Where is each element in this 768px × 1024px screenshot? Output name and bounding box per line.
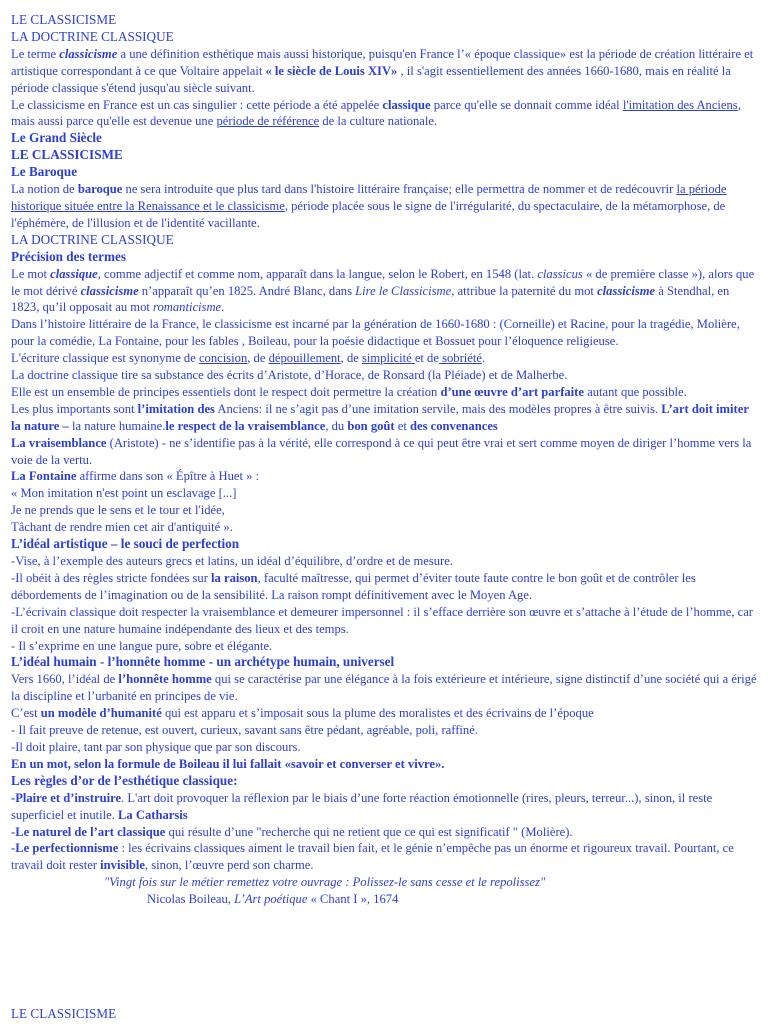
ensemble-paragraph xyxy=(11,384,759,401)
regle-perfectionnisme xyxy=(11,840,759,874)
quote-attribution xyxy=(11,891,759,908)
regle-naturel xyxy=(11,824,759,841)
text: baroque xyxy=(77,182,123,197)
text: . L'art doit provoquer la réflexion par le biais d’une forte réaction émotionnelle (rires, pleurs, terreur...), sinon, il reste superficiel et inutile. xyxy=(11,790,713,822)
ideal-art-line-2 xyxy=(11,570,759,604)
text: classique xyxy=(382,97,431,112)
text: a une définition esthétique mais aussi historique, puisqu'en France l’« époque classique» est la période de création littéraire et artistique correspondant à ce que Voltaire appelait xyxy=(11,46,754,78)
text: L'écriture classique est synonyme de xyxy=(11,351,199,366)
text: classicisme xyxy=(59,46,118,61)
text: Le terme xyxy=(11,46,60,61)
text: -Le perfectionnisme xyxy=(11,841,119,856)
text: invisible xyxy=(100,858,145,873)
text: L’art doit imiter la nature – xyxy=(11,401,749,433)
text: . xyxy=(221,300,225,315)
intro-paragraph-2 xyxy=(11,97,759,131)
ideal-art-line-1: -Vise, à l’exemple des auteurs grecs et latins, un idéal d’équilibre, d’ordre et de mesure. xyxy=(11,554,453,568)
text: Le classicisme en France est un cas singulier : cette période a été appelée xyxy=(11,97,383,112)
fontaine-intro xyxy=(11,468,759,485)
text: affirme dans son « Épître à Huet » : xyxy=(76,469,260,484)
precision-paragraph xyxy=(11,266,759,317)
text: d’une œuvre d’art parfaite xyxy=(440,384,584,399)
text: l’imitation des xyxy=(137,401,215,416)
underlined-text: simplicité xyxy=(361,351,415,366)
text: La Fontaine xyxy=(11,469,77,484)
text: bon goût xyxy=(347,418,395,433)
text: le respect de la vraisemblance xyxy=(165,418,326,433)
heading-regles: Les règles d’or de l’esthétique classique: xyxy=(11,772,238,788)
text: -Plaire et d’instruire xyxy=(11,790,122,805)
text: La Catharsis xyxy=(118,807,188,822)
underlined-text: la période historique située entre la Renaissance et le classicisme xyxy=(11,182,727,213)
text: L’Art poétique xyxy=(234,892,308,907)
text: Lire le Classicisme xyxy=(355,283,452,298)
heading-classicisme-2: LE CLASSICISME xyxy=(11,147,123,163)
heading-ideal-humain: L’idéal humain - l’honnête homme - un archétype humain, universel xyxy=(11,654,395,670)
text: qui résulte d’une "recherche qui ne retient que ce qui est significatif " (Molière). xyxy=(165,824,573,839)
heading-doctrine-2: LA DOCTRINE CLASSIQUE xyxy=(11,231,174,247)
text: , de xyxy=(340,351,362,366)
text: des convenances xyxy=(410,418,498,433)
text: Anciens: il ne s’agit pas d’une imitation servile, mais des modèles propres à être suivis. xyxy=(214,401,662,416)
footer-heading: LE CLASSICISME xyxy=(11,1006,117,1021)
text: : les écrivains classiques aiment le travail bien fait, et le génie n’empêche pas un énorme et rigoureux travail. Pourtant, ce travail doit rester xyxy=(11,841,734,873)
baroque-paragraph xyxy=(11,181,759,232)
text: qui se caractérise par une élégance à la fois extérieure et intérieure, signe distinctif d’une société qui a érigé la discipline et l’urbanité en principes de vie. xyxy=(11,672,757,704)
text: parce qu'elle se donnait comme idéal xyxy=(430,97,623,112)
text: et de xyxy=(414,351,439,366)
text: ne sera introduite que plus tard dans l'histoire littéraire française; elle permettra de nommer et de redécouvrir xyxy=(122,182,677,197)
text: la nature humaine. xyxy=(68,418,166,433)
underlined-text: concision xyxy=(198,351,248,366)
heading-doctrine: LA DOCTRINE CLASSIQUE xyxy=(11,28,174,44)
text: Elle est un ensemble de principes essentiels dont le respect doit permettre la création xyxy=(11,384,441,399)
text: « le siècle de Louis XIV» xyxy=(265,63,398,78)
text: , du xyxy=(325,418,348,433)
text: -Le naturel de l’art classique xyxy=(11,824,166,839)
text: qui est apparu et s’imposait sous la plume des moralistes et des écrivains de l’époque xyxy=(161,706,594,721)
ecriture-paragraph xyxy=(11,350,759,367)
fontaine-verse-2: Je ne prends que le sens et le tour et l'idée, xyxy=(11,503,225,518)
text: de la culture nationale. xyxy=(319,114,438,129)
text: un modèle d’humanité xyxy=(40,706,162,721)
ideal-art-line-4: - Il s’exprime en une langue pure, sobre et élégante. xyxy=(11,638,273,653)
text: Vers 1660, l’idéal de xyxy=(11,672,119,687)
underlined-text: sobriété xyxy=(438,351,482,366)
text: La vraisemblance xyxy=(11,435,107,450)
vraisemblance-paragraph xyxy=(11,435,759,469)
text: et xyxy=(394,418,410,433)
text: Nicolas Boileau, xyxy=(147,892,235,907)
heading-classicisme: LE CLASSICISME xyxy=(11,12,117,27)
text: la raison xyxy=(211,570,258,585)
text: romanticisme xyxy=(153,300,222,315)
text: , période placée sous le signe de l'irrégularité, du spectaculaire, de la métamorphose, de l'éphémère, de l'illusion et de l'identité vacillante. xyxy=(11,198,726,230)
text: , il s'agit essentiellement des années 1660-1680, mais en réalité la période classique s'étend jusqu'au siècle suivant. xyxy=(11,63,731,95)
text: classicus xyxy=(537,266,583,281)
boileau-formula: En un mot, selon la formule de Boileau il lui fallait «savoir et converser et vivre». xyxy=(11,756,445,771)
boileau-quote: "Vingt fois sur le métier remettez votre ouvrage : Polissez-le sans cesse et le repolissez" xyxy=(104,875,546,890)
text: , attribue la paternité du mot xyxy=(451,283,598,298)
text: (Aristote) - ne s’identifie pas à la vérité, elle correspond à ce qui peut être vrai et sert comme moyen de diriger l’homme vers la voie de la vertu. xyxy=(11,435,752,467)
histoire-paragraph: Dans l’histoire littéraire de la France, le classicisme est incarné par la génération de 1660-1680 : (Corneille) et Racine, pour la tragédie, Molière, pour la comédie, La Fontaine, pour les fables , Boileau, pour la poésie didactique et Bossuet pour l’éloquence religieuse. xyxy=(11,317,740,349)
importants-paragraph xyxy=(11,401,759,435)
heading-precision: Précision des termes xyxy=(11,248,126,264)
underlined-text: dépouillement xyxy=(268,351,341,366)
honnete-homme-paragraph xyxy=(11,671,759,705)
text: , sinon, l’œuvre perd son charme. xyxy=(144,858,314,873)
text: l’honnête homme xyxy=(118,672,212,687)
text: C’est xyxy=(11,706,41,721)
text: classicisme xyxy=(597,283,656,298)
ideal-art-line-3: -L’écrivain classique doit respecter la vraisemblance et demeurer impersonnel : il s’efface derrière son œuvre et s’attache à l’étude de l’homme, car il croit en une nature humaine indépendante des lieux et des temps. xyxy=(11,604,753,636)
text: classicisme xyxy=(80,283,139,298)
text: , de xyxy=(247,351,269,366)
text: autant que possible. xyxy=(583,384,687,399)
heading-grand-siecle: Le Grand Siècle xyxy=(11,130,102,146)
retenue-line: - Il fait preuve de retenue, est ouvert, curieux, savant sans être pédant, agréable, poli, raffiné. xyxy=(11,723,478,738)
heading-baroque: Le Baroque xyxy=(11,164,78,180)
text: classique xyxy=(50,266,98,281)
modele-paragraph xyxy=(11,705,759,722)
text: n’apparaît qu’en 1825. André Blanc, dans xyxy=(138,283,356,298)
fontaine-verse-1: « Mon imitation n'est point un esclavage [...] xyxy=(11,486,237,501)
heading-ideal-artistique: L’idéal artistique – le souci de perfection xyxy=(11,536,240,552)
text: à Stendhal, en 1823, qu’il opposait au mot xyxy=(11,283,730,315)
text: Le mot xyxy=(11,266,51,281)
text: . xyxy=(481,351,486,366)
document-body xyxy=(11,12,759,908)
substance-paragraph: La doctrine classique tire sa substance des écrits d’Aristote, d’Horace, de Ronsard (la Pléiade) et de Malherbe. xyxy=(11,368,568,383)
underlined-text: l'imitation des Anciens xyxy=(622,97,738,112)
regle-plaire xyxy=(11,790,759,824)
text: « de première classe »), alors que le mot dérivé xyxy=(11,266,755,298)
text: La notion de xyxy=(11,182,78,197)
text: , comme adjectif et comme nom, apparaît dans la langue, selon le Robert, en 1548 (lat. xyxy=(97,266,538,281)
intro-paragraph-1 xyxy=(11,46,759,97)
text: -Il obéit à des règles stricte fondées sur xyxy=(11,570,212,585)
text: , mais aussi parce qu'elle est devenue une xyxy=(11,97,741,129)
text: « Chant I », 1674 xyxy=(307,892,399,907)
fontaine-verse-3: Tâchant de rendre mien cet air d'antiquité ». xyxy=(11,520,233,535)
plaire-line: -Il doit plaire, tant par son physique que par son discours. xyxy=(11,739,301,754)
text: Les plus importants sont xyxy=(11,401,138,416)
text: , faculté maîtresse, qui permet d’éviter toute faute contre le bon goût et de contrôler les débordements de l’imagination ou de la sensibilité. La raison rompt définitivement avec le Moyen Age. xyxy=(11,570,696,602)
underlined-text: période de référence xyxy=(216,114,320,129)
